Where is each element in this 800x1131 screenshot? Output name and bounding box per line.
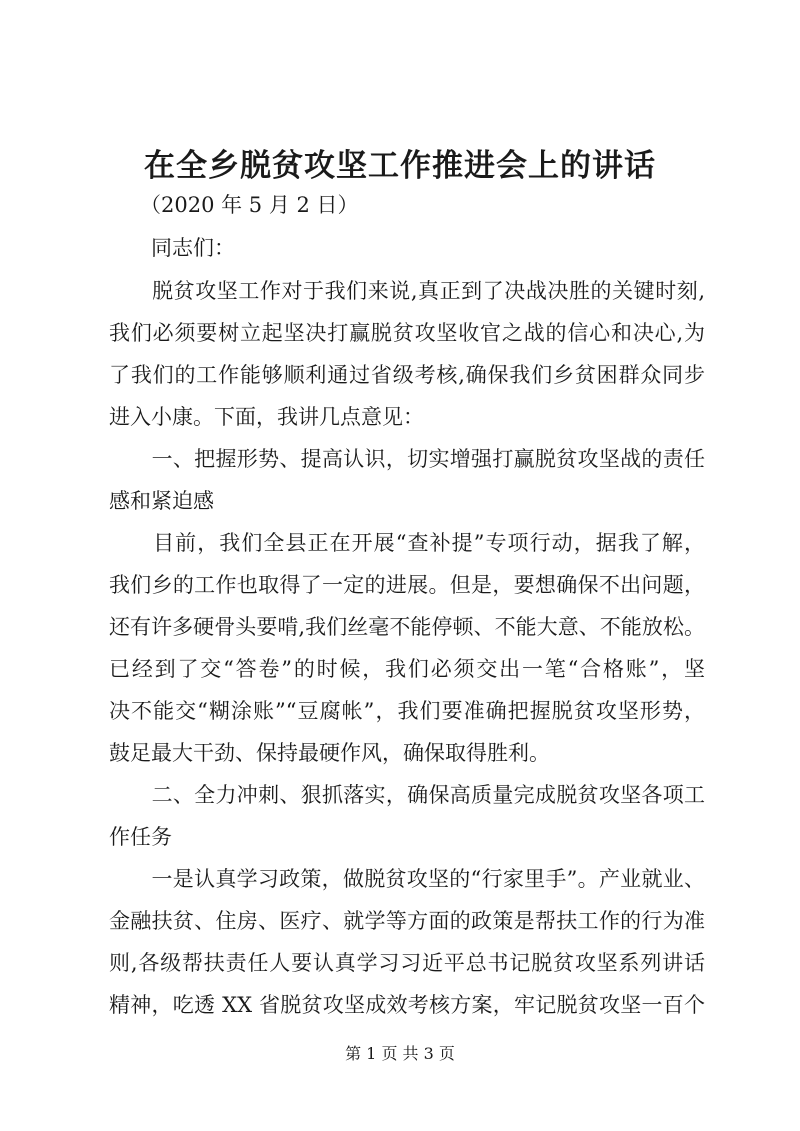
section-heading-line: 一、把握形势、提高认识，切实增强打赢脱贫攻坚战的责任 — [109, 447, 705, 471]
speech-date: （2020 年 5 月 2 日） — [140, 193, 359, 217]
body-line: 我们必须要树立起坚决打赢脱贫攻坚收官之战的信心和决心,为 — [109, 321, 705, 345]
body-line: 一是认真学习政策，做脱贫攻坚的“行家里手”。产业就业、 — [109, 867, 705, 891]
body-line: 精神，吃透 XX 省脱贫攻坚成效考核方案，牢记脱贫攻坚一百个 — [109, 993, 705, 1017]
document-title: 在全乡脱贫攻坚工作推进会上的讲话 — [144, 148, 656, 184]
body-line: 目前，我们全县正在开展“查补提”专项行动，据我了解， — [109, 531, 705, 555]
body-line: 则,各级帮扶责任人要认真学习习近平总书记脱贫攻坚系列讲话 — [109, 951, 705, 975]
section-heading-line: 二、全力冲刺、狠抓落实，确保高质量完成脱贫攻坚各项工 — [109, 783, 705, 807]
body-line: 已经到了交“答卷”的时候，我们必须交出一笔“合格账”，坚 — [109, 657, 705, 681]
page-footer: 第 1 页 共 3 页 — [345, 1044, 455, 1063]
body-line: 进入小康。下面，我讲几点意见： — [109, 405, 424, 429]
section-heading-line: 感和紧迫感 — [109, 489, 214, 513]
body-line: 鼓足最大干劲、保持最硬作风，确保取得胜利。 — [109, 741, 550, 765]
body-line: 了我们的工作能够顺利通过省级考核,确保我们乡贫困群众同步 — [109, 363, 705, 387]
body-line: 金融扶贫、住房、医疗、就学等方面的政策是帮扶工作的行为准 — [109, 909, 705, 933]
body-line: 脱贫攻坚工作对于我们来说,真正到了决战决胜的关键时刻, — [109, 279, 705, 303]
body-line: 决不能交“糊涂账”“豆腐帐”，我们要准确把握脱贫攻坚形势， — [109, 699, 705, 723]
section-heading-line: 作任务 — [109, 825, 172, 849]
body-line: 我们乡的工作也取得了一定的进展。但是，要想确保不出问题， — [109, 573, 705, 597]
greeting: 同志们： — [151, 236, 235, 260]
body-line: 还有许多硬骨头要啃,我们丝毫不能停顿、不能大意、不能放松。 — [109, 615, 705, 639]
